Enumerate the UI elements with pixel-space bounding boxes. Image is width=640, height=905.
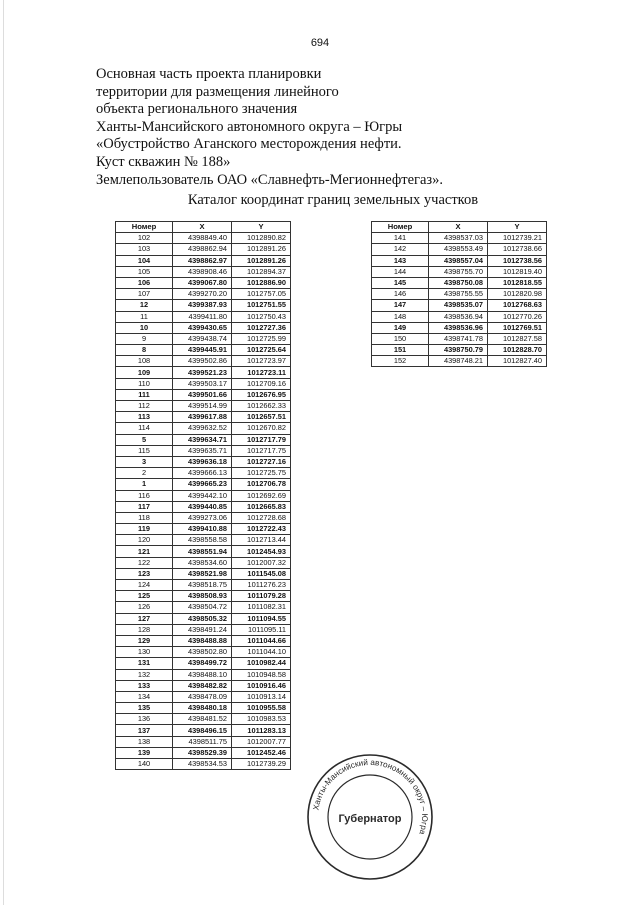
x-coordinate-cell: 4399270.20 bbox=[173, 289, 232, 300]
y-coordinate-cell: 1012717.79 bbox=[232, 434, 291, 445]
x-coordinate-cell: 4399440.85 bbox=[173, 501, 232, 512]
x-coordinate-cell: 4399430.65 bbox=[173, 322, 232, 333]
y-coordinate-cell: 1012662.33 bbox=[232, 401, 291, 412]
x-coordinate-cell: 4398480.18 bbox=[173, 703, 232, 714]
x-coordinate-cell: 4399067.80 bbox=[173, 277, 232, 288]
point-number-cell: 102 bbox=[116, 233, 173, 244]
table-row bbox=[372, 356, 547, 367]
x-coordinate-cell: 4398505.32 bbox=[173, 613, 232, 624]
table-row bbox=[116, 434, 291, 445]
table-row bbox=[372, 233, 547, 244]
table-row bbox=[116, 759, 291, 770]
x-coordinate-cell: 4399273.06 bbox=[173, 512, 232, 523]
x-coordinate-cell: 4398750.79 bbox=[429, 345, 488, 356]
table-row bbox=[372, 333, 547, 344]
table-row bbox=[116, 479, 291, 490]
y-coordinate-cell: 1012717.75 bbox=[232, 445, 291, 456]
point-number-cell: 122 bbox=[116, 557, 173, 568]
point-number-cell: 139 bbox=[116, 747, 173, 758]
table-row bbox=[116, 367, 291, 378]
x-coordinate-cell: 4398748.21 bbox=[429, 356, 488, 367]
y-coordinate-cell: 1012738.56 bbox=[488, 255, 547, 266]
x-coordinate-cell: 4398534.60 bbox=[173, 557, 232, 568]
x-coordinate-cell: 4399632.52 bbox=[173, 423, 232, 434]
table-row bbox=[116, 703, 291, 714]
x-coordinate-cell: 4398499.72 bbox=[173, 658, 232, 669]
x-coordinate-cell: 4399666.13 bbox=[173, 468, 232, 479]
point-number-cell: 109 bbox=[116, 367, 173, 378]
column-header-y: Y bbox=[488, 222, 547, 233]
table-row bbox=[116, 300, 291, 311]
point-number-cell: 104 bbox=[116, 255, 173, 266]
y-coordinate-cell: 1011079.28 bbox=[232, 591, 291, 602]
header-line: Основная часть проекта планировки bbox=[96, 66, 322, 82]
x-coordinate-cell: 4398553.49 bbox=[429, 244, 488, 255]
x-coordinate-cell: 4398536.96 bbox=[429, 322, 488, 333]
x-coordinate-cell: 4399521.23 bbox=[173, 367, 232, 378]
point-number-cell: 136 bbox=[116, 714, 173, 725]
table-row bbox=[116, 401, 291, 412]
y-coordinate-cell: 1011082.31 bbox=[232, 602, 291, 613]
table-row bbox=[116, 289, 291, 300]
table-row bbox=[116, 546, 291, 557]
x-coordinate-cell: 4399387.93 bbox=[173, 300, 232, 311]
y-coordinate-cell: 1012670.82 bbox=[232, 423, 291, 434]
point-number-cell: 142 bbox=[372, 244, 429, 255]
y-coordinate-cell: 1012452.46 bbox=[232, 747, 291, 758]
y-coordinate-cell: 1012886.90 bbox=[232, 277, 291, 288]
y-coordinate-cell: 1012820.98 bbox=[488, 289, 547, 300]
point-number-cell: 147 bbox=[372, 300, 429, 311]
column-header-number: Номер bbox=[372, 222, 429, 233]
table-row bbox=[116, 635, 291, 646]
y-coordinate-cell: 1012728.68 bbox=[232, 512, 291, 523]
x-coordinate-cell: 4399503.17 bbox=[173, 378, 232, 389]
point-number-cell: 128 bbox=[116, 624, 173, 635]
point-number-cell: 141 bbox=[372, 233, 429, 244]
header-line: территории для размещения линейного bbox=[96, 83, 339, 100]
x-coordinate-cell: 4398536.94 bbox=[429, 311, 488, 322]
x-coordinate-cell: 4399410.88 bbox=[173, 524, 232, 535]
table-row bbox=[116, 568, 291, 579]
table-row bbox=[372, 345, 547, 356]
y-coordinate-cell: 1010916.46 bbox=[232, 680, 291, 691]
x-coordinate-cell: 4399665.23 bbox=[173, 479, 232, 490]
table-row bbox=[372, 255, 547, 266]
document-header bbox=[96, 66, 443, 189]
table-row bbox=[116, 669, 291, 680]
y-coordinate-cell: 1010983.53 bbox=[232, 714, 291, 725]
coordinates-table-left bbox=[115, 221, 291, 770]
y-coordinate-cell: 1012750.43 bbox=[232, 311, 291, 322]
table-row bbox=[116, 389, 291, 400]
table-row bbox=[116, 624, 291, 635]
y-coordinate-cell: 1010982.44 bbox=[232, 658, 291, 669]
x-coordinate-cell: 4399411.80 bbox=[173, 311, 232, 322]
x-coordinate-cell: 4399635.71 bbox=[173, 445, 232, 456]
point-number-cell: 144 bbox=[372, 266, 429, 277]
y-coordinate-cell: 1012768.63 bbox=[488, 300, 547, 311]
x-coordinate-cell: 4398908.46 bbox=[173, 266, 232, 277]
point-number-cell: 129 bbox=[116, 635, 173, 646]
table-row bbox=[116, 423, 291, 434]
y-coordinate-cell: 1012757.05 bbox=[232, 289, 291, 300]
point-number-cell: 132 bbox=[116, 669, 173, 680]
coordinates-table-right bbox=[371, 221, 547, 367]
point-number-cell: 145 bbox=[372, 277, 429, 288]
point-number-cell: 3 bbox=[116, 456, 173, 467]
y-coordinate-cell: 1011094.55 bbox=[232, 613, 291, 624]
table-header-row bbox=[116, 222, 291, 233]
table-row bbox=[116, 244, 291, 255]
header-line: Землепользователь ОАО «Славнефть-Мегионнефтегаз». bbox=[96, 171, 444, 188]
x-coordinate-cell: 4398529.39 bbox=[173, 747, 232, 758]
point-number-cell: 108 bbox=[116, 356, 173, 367]
x-coordinate-cell: 4398534.53 bbox=[173, 759, 232, 770]
y-coordinate-cell: 1012706.78 bbox=[232, 479, 291, 490]
point-number-cell: 126 bbox=[116, 602, 173, 613]
y-coordinate-cell: 1012770.26 bbox=[488, 311, 547, 322]
table-row bbox=[116, 468, 291, 479]
point-number-cell: 124 bbox=[116, 580, 173, 591]
point-number-cell: 152 bbox=[372, 356, 429, 367]
y-coordinate-cell: 1012709.16 bbox=[232, 378, 291, 389]
y-coordinate-cell: 1012725.64 bbox=[232, 345, 291, 356]
table-row bbox=[116, 445, 291, 456]
point-number-cell: 151 bbox=[372, 345, 429, 356]
seal-ring-text: Ханты-Мансийский автономный округ – Югра bbox=[311, 757, 430, 836]
point-number-cell: 103 bbox=[116, 244, 173, 255]
table-row bbox=[116, 602, 291, 613]
point-number-cell: 105 bbox=[116, 266, 173, 277]
point-number-cell: 113 bbox=[116, 412, 173, 423]
table-row bbox=[116, 356, 291, 367]
x-coordinate-cell: 4398862.97 bbox=[173, 255, 232, 266]
table-row bbox=[116, 736, 291, 747]
point-number-cell: 140 bbox=[116, 759, 173, 770]
point-number-cell: 12 bbox=[116, 300, 173, 311]
y-coordinate-cell: 1012827.40 bbox=[488, 356, 547, 367]
point-number-cell: 133 bbox=[116, 680, 173, 691]
x-coordinate-cell: 4398849.40 bbox=[173, 233, 232, 244]
point-number-cell: 131 bbox=[116, 658, 173, 669]
y-coordinate-cell: 1011044.66 bbox=[232, 635, 291, 646]
table-row bbox=[116, 333, 291, 344]
y-coordinate-cell: 1012891.26 bbox=[232, 255, 291, 266]
y-coordinate-cell: 1012692.69 bbox=[232, 490, 291, 501]
table-row bbox=[116, 613, 291, 624]
table-row bbox=[372, 266, 547, 277]
y-coordinate-cell: 1012890.82 bbox=[232, 233, 291, 244]
x-coordinate-cell: 4398488.88 bbox=[173, 635, 232, 646]
y-coordinate-cell: 1012738.66 bbox=[488, 244, 547, 255]
point-number-cell: 119 bbox=[116, 524, 173, 535]
table-row bbox=[116, 322, 291, 333]
table-row bbox=[116, 490, 291, 501]
x-coordinate-cell: 4399502.86 bbox=[173, 356, 232, 367]
table-row bbox=[116, 591, 291, 602]
x-coordinate-cell: 4399438.74 bbox=[173, 333, 232, 344]
table-row bbox=[116, 378, 291, 389]
x-coordinate-cell: 4398518.75 bbox=[173, 580, 232, 591]
x-coordinate-cell: 4398511.75 bbox=[173, 736, 232, 747]
scan-margin-line bbox=[3, 0, 4, 905]
y-coordinate-cell: 1012818.55 bbox=[488, 277, 547, 288]
x-coordinate-cell: 4399501.66 bbox=[173, 389, 232, 400]
point-number-cell: 115 bbox=[116, 445, 173, 456]
point-number-cell: 148 bbox=[372, 311, 429, 322]
table-row bbox=[372, 300, 547, 311]
table-row bbox=[372, 244, 547, 255]
x-coordinate-cell: 4398862.94 bbox=[173, 244, 232, 255]
point-number-cell: 118 bbox=[116, 512, 173, 523]
x-coordinate-cell: 4399617.88 bbox=[173, 412, 232, 423]
point-number-cell: 123 bbox=[116, 568, 173, 579]
x-coordinate-cell: 4398558.58 bbox=[173, 535, 232, 546]
y-coordinate-cell: 1011545.08 bbox=[232, 568, 291, 579]
point-number-cell: 138 bbox=[116, 736, 173, 747]
y-coordinate-cell: 1010955.58 bbox=[232, 703, 291, 714]
y-coordinate-cell: 1012722.43 bbox=[232, 524, 291, 535]
point-number-cell: 146 bbox=[372, 289, 429, 300]
x-coordinate-cell: 4398537.03 bbox=[429, 233, 488, 244]
x-coordinate-cell: 4399634.71 bbox=[173, 434, 232, 445]
x-coordinate-cell: 4398502.80 bbox=[173, 647, 232, 658]
y-coordinate-cell: 1012827.58 bbox=[488, 333, 547, 344]
y-coordinate-cell: 1012007.77 bbox=[232, 736, 291, 747]
y-coordinate-cell: 1010948.58 bbox=[232, 669, 291, 680]
x-coordinate-cell: 4398535.07 bbox=[429, 300, 488, 311]
x-coordinate-cell: 4398482.82 bbox=[173, 680, 232, 691]
x-coordinate-cell: 4399514.99 bbox=[173, 401, 232, 412]
table-row bbox=[116, 266, 291, 277]
point-number-cell: 130 bbox=[116, 647, 173, 658]
x-coordinate-cell: 4398491.24 bbox=[173, 624, 232, 635]
table-row bbox=[116, 311, 291, 322]
point-number-cell: 9 bbox=[116, 333, 173, 344]
table-row bbox=[372, 311, 547, 322]
table-row bbox=[116, 725, 291, 736]
point-number-cell: 127 bbox=[116, 613, 173, 624]
table-row bbox=[116, 501, 291, 512]
header-line: Ханты-Мансийского автономного округа – Югры bbox=[96, 118, 403, 135]
point-number-cell: 114 bbox=[116, 423, 173, 434]
column-header-x: X bbox=[429, 222, 488, 233]
y-coordinate-cell: 1012454.93 bbox=[232, 546, 291, 557]
y-coordinate-cell: 1012739.21 bbox=[488, 233, 547, 244]
x-coordinate-cell: 4398755.55 bbox=[429, 289, 488, 300]
column-header-x: X bbox=[173, 222, 232, 233]
y-coordinate-cell: 1012657.51 bbox=[232, 412, 291, 423]
y-coordinate-cell: 1011276.23 bbox=[232, 580, 291, 591]
header-line: «Обустройство Аганского месторождения нефти. bbox=[96, 136, 402, 153]
x-coordinate-cell: 4398521.98 bbox=[173, 568, 232, 579]
x-coordinate-cell: 4399445.91 bbox=[173, 345, 232, 356]
y-coordinate-cell: 1012713.44 bbox=[232, 535, 291, 546]
table-row bbox=[116, 412, 291, 423]
point-number-cell: 125 bbox=[116, 591, 173, 602]
point-number-cell: 149 bbox=[372, 322, 429, 333]
table-row bbox=[372, 277, 547, 288]
point-number-cell: 111 bbox=[116, 389, 173, 400]
point-number-cell: 1 bbox=[116, 479, 173, 490]
point-number-cell: 150 bbox=[372, 333, 429, 344]
table-row bbox=[116, 233, 291, 244]
y-coordinate-cell: 1012723.11 bbox=[232, 367, 291, 378]
table-row bbox=[116, 557, 291, 568]
point-number-cell: 120 bbox=[116, 535, 173, 546]
y-coordinate-cell: 1012828.70 bbox=[488, 345, 547, 356]
column-header-number: Номер bbox=[116, 222, 173, 233]
point-number-cell: 11 bbox=[116, 311, 173, 322]
point-number-cell: 137 bbox=[116, 725, 173, 736]
header-line: Куст скважин № 188» bbox=[96, 153, 231, 170]
y-coordinate-cell: 1012727.36 bbox=[232, 322, 291, 333]
x-coordinate-cell: 4398496.15 bbox=[173, 725, 232, 736]
seal-center-text: Губернатор bbox=[338, 813, 402, 825]
y-coordinate-cell: 1012723.97 bbox=[232, 356, 291, 367]
point-number-cell: 107 bbox=[116, 289, 173, 300]
y-coordinate-cell: 1011283.13 bbox=[232, 725, 291, 736]
x-coordinate-cell: 4398504.72 bbox=[173, 602, 232, 613]
point-number-cell: 143 bbox=[372, 255, 429, 266]
table-row bbox=[116, 680, 291, 691]
x-coordinate-cell: 4398551.94 bbox=[173, 546, 232, 557]
table-row bbox=[116, 512, 291, 523]
y-coordinate-cell: 1012751.55 bbox=[232, 300, 291, 311]
governor-seal bbox=[305, 752, 435, 882]
y-coordinate-cell: 1012007.32 bbox=[232, 557, 291, 568]
table-row bbox=[372, 289, 547, 300]
point-number-cell: 8 bbox=[116, 345, 173, 356]
x-coordinate-cell: 4399442.10 bbox=[173, 490, 232, 501]
y-coordinate-cell: 1012819.40 bbox=[488, 266, 547, 277]
y-coordinate-cell: 1012769.51 bbox=[488, 322, 547, 333]
table-row bbox=[116, 345, 291, 356]
x-coordinate-cell: 4398478.09 bbox=[173, 691, 232, 702]
table-row bbox=[116, 647, 291, 658]
point-number-cell: 2 bbox=[116, 468, 173, 479]
point-number-cell: 134 bbox=[116, 691, 173, 702]
x-coordinate-cell: 4399636.18 bbox=[173, 456, 232, 467]
table-row bbox=[372, 322, 547, 333]
table-row bbox=[116, 456, 291, 467]
y-coordinate-cell: 1012676.95 bbox=[232, 389, 291, 400]
y-coordinate-cell: 1011044.10 bbox=[232, 647, 291, 658]
y-coordinate-cell: 1012739.29 bbox=[232, 759, 291, 770]
x-coordinate-cell: 4398755.70 bbox=[429, 266, 488, 277]
x-coordinate-cell: 4398508.93 bbox=[173, 591, 232, 602]
table-row bbox=[116, 535, 291, 546]
y-coordinate-cell: 1012891.26 bbox=[232, 244, 291, 255]
point-number-cell: 5 bbox=[116, 434, 173, 445]
table-row bbox=[116, 747, 291, 758]
x-coordinate-cell: 4398481.52 bbox=[173, 714, 232, 725]
table-row bbox=[116, 658, 291, 669]
page-number: 694 bbox=[310, 37, 330, 49]
column-header-y: Y bbox=[232, 222, 291, 233]
point-number-cell: 106 bbox=[116, 277, 173, 288]
x-coordinate-cell: 4398488.10 bbox=[173, 669, 232, 680]
x-coordinate-cell: 4398557.04 bbox=[429, 255, 488, 266]
y-coordinate-cell: 1011095.11 bbox=[232, 624, 291, 635]
header-line: объекта регионального значения bbox=[96, 101, 298, 118]
table-row bbox=[116, 255, 291, 266]
y-coordinate-cell: 1012727.16 bbox=[232, 456, 291, 467]
point-number-cell: 121 bbox=[116, 546, 173, 557]
point-number-cell: 110 bbox=[116, 378, 173, 389]
table-row bbox=[116, 580, 291, 591]
x-coordinate-cell: 4398741.78 bbox=[429, 333, 488, 344]
table-header-row bbox=[372, 222, 547, 233]
y-coordinate-cell: 1012725.75 bbox=[232, 468, 291, 479]
table-row bbox=[116, 714, 291, 725]
point-number-cell: 117 bbox=[116, 501, 173, 512]
x-coordinate-cell: 4398750.08 bbox=[429, 277, 488, 288]
y-coordinate-cell: 1010913.14 bbox=[232, 691, 291, 702]
table-row bbox=[116, 277, 291, 288]
y-coordinate-cell: 1012894.37 bbox=[232, 266, 291, 277]
table-row bbox=[116, 524, 291, 535]
point-number-cell: 112 bbox=[116, 401, 173, 412]
point-number-cell: 10 bbox=[116, 322, 173, 333]
y-coordinate-cell: 1012665.83 bbox=[232, 501, 291, 512]
point-number-cell: 135 bbox=[116, 703, 173, 714]
point-number-cell: 116 bbox=[116, 490, 173, 501]
catalog-title: Каталог координат границ земельных участков bbox=[187, 192, 479, 208]
y-coordinate-cell: 1012725.99 bbox=[232, 333, 291, 344]
table-row bbox=[116, 691, 291, 702]
